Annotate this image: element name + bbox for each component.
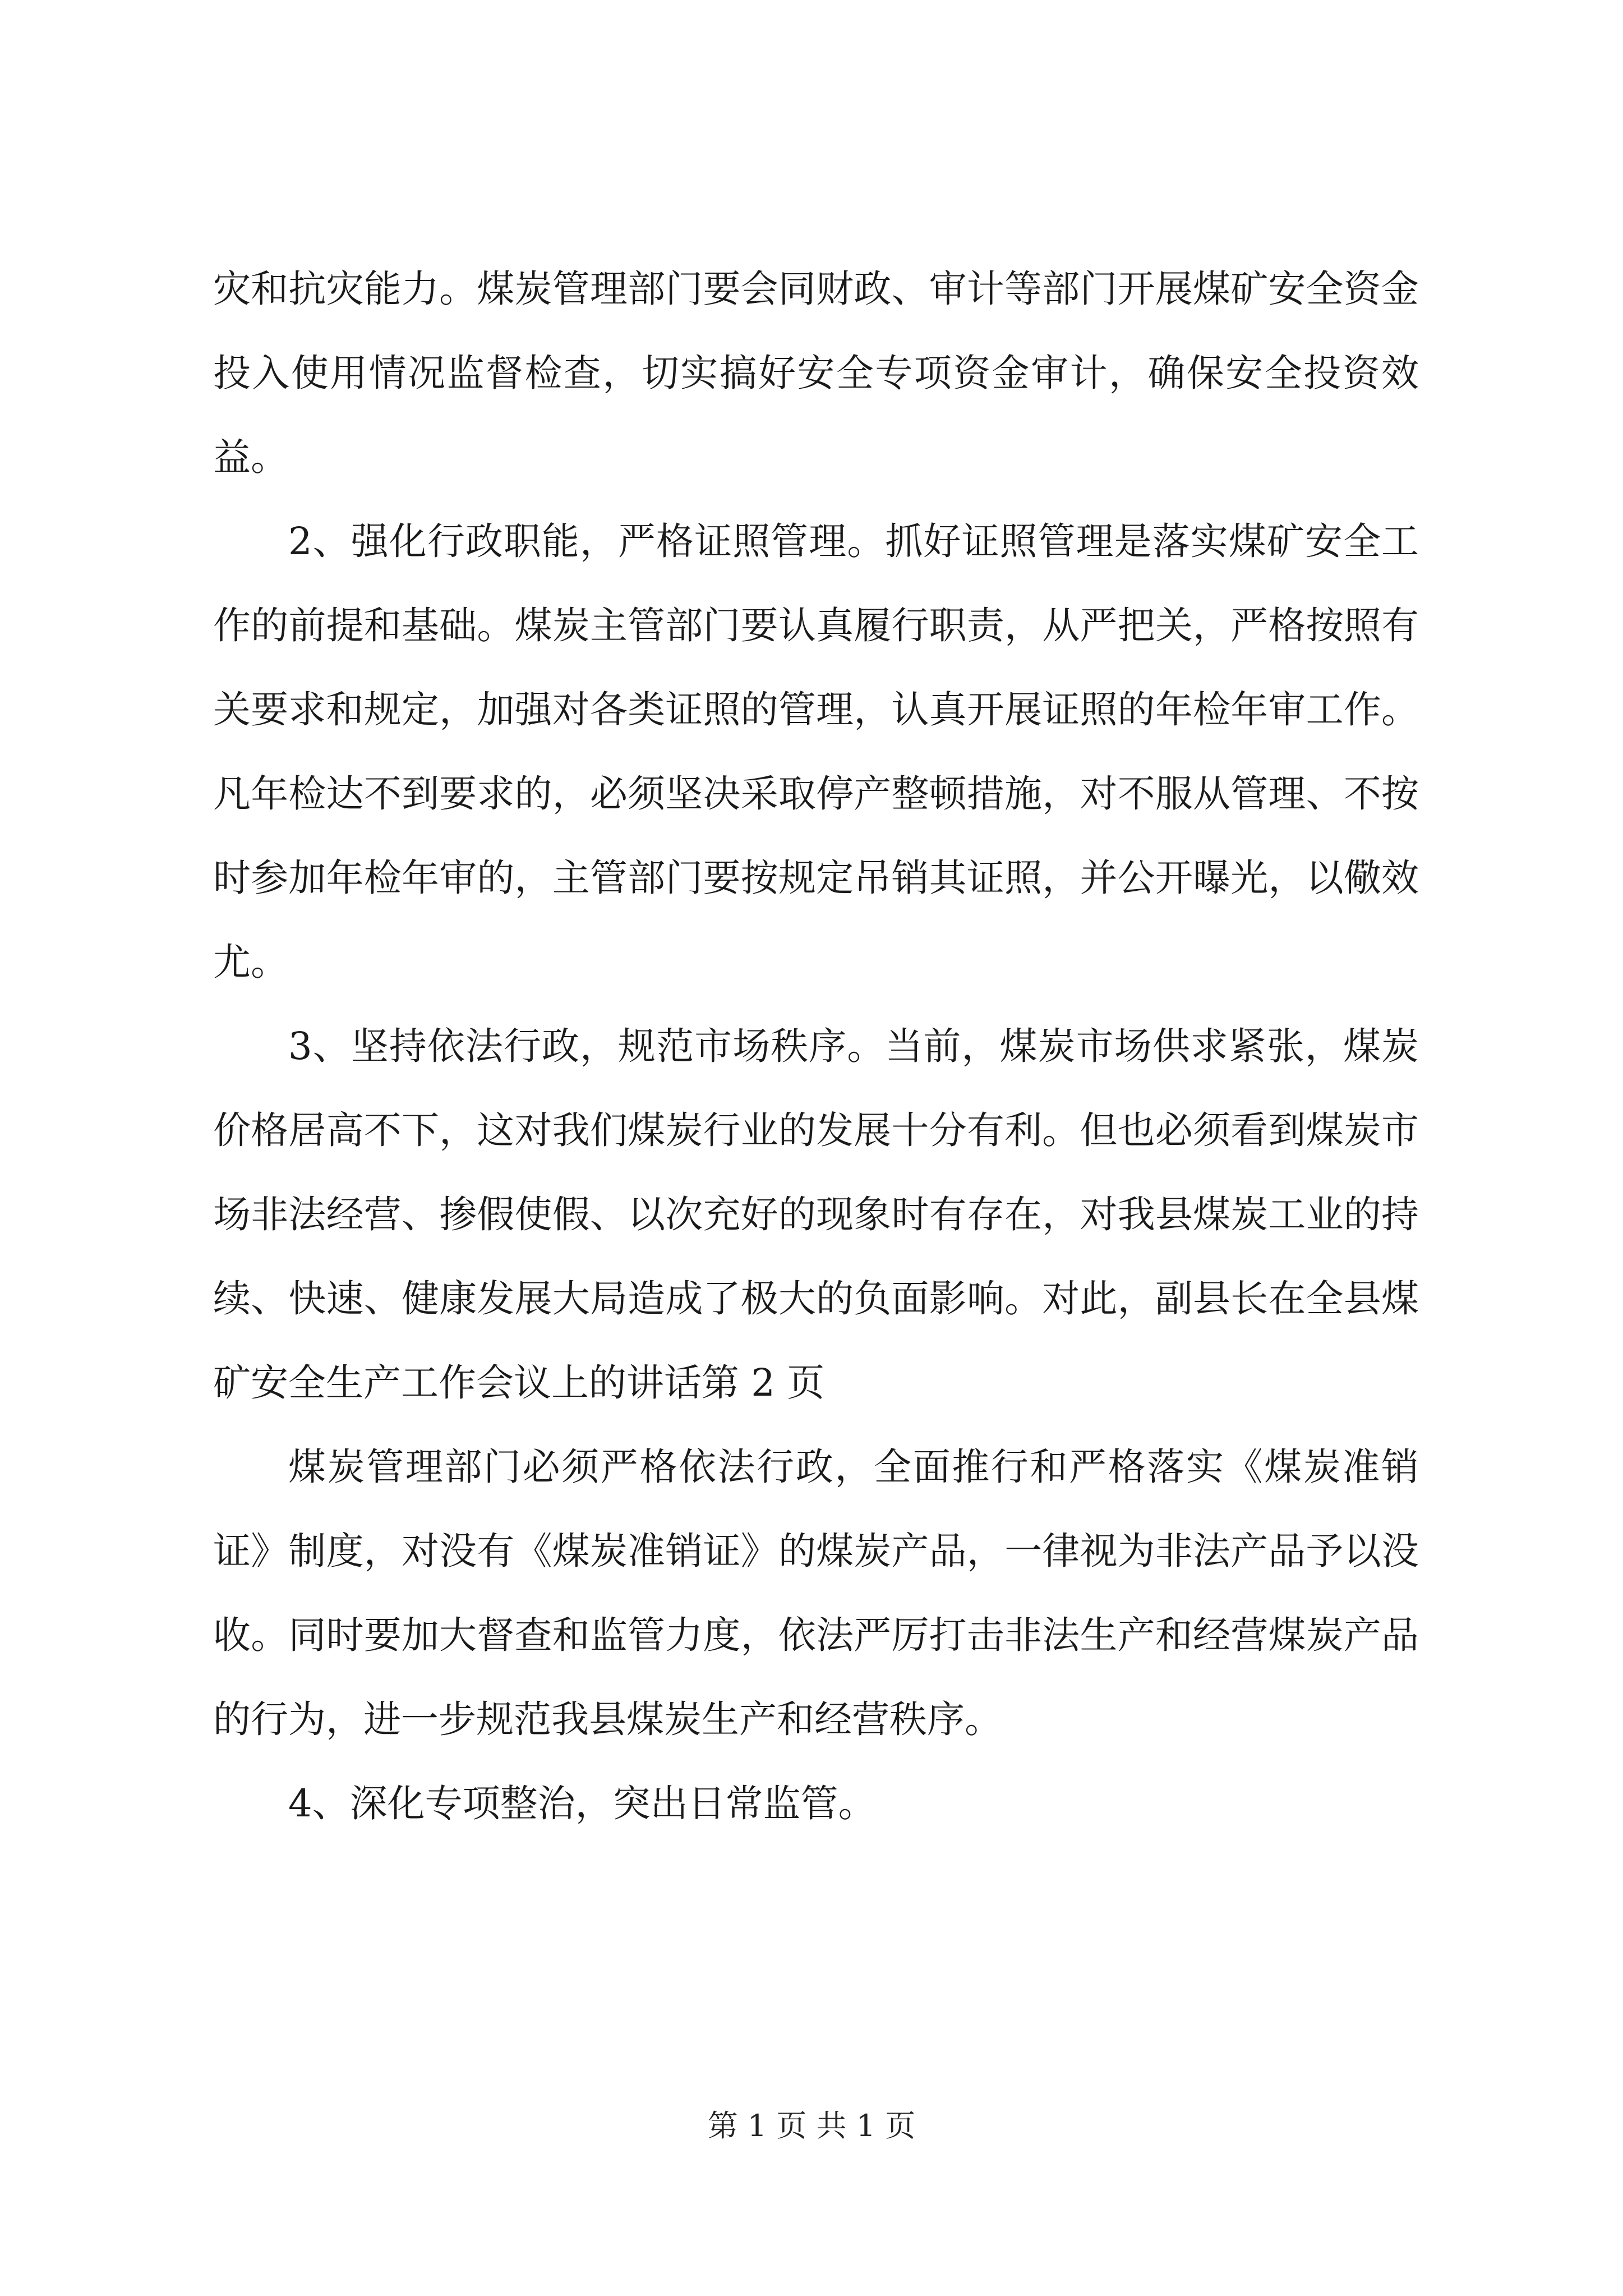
paragraph-section-4: 4、深化专项整治，突出日常监管。 [288, 1782, 876, 1825]
paragraph-section-3-continued: 煤炭管理部门必须严格依法行政，全面推行和严格落实《煤炭准销证》制度，对没有《煤炭准销证》的煤炭产品，一律视为非法产品予以没收。同时要加大督查和监管力度，依法严厉打击非法生产和经营煤炭产品的行为，进一步规范我县煤炭生产和经营秩序。 [213, 1445, 1419, 1741]
paragraph-continuation: 灾和抗灾能力。煤炭管理部门要会同财政、审计等部门开展煤矿安全资金投入使用情况监督检查，切实搞好安全专项资金审计，确保安全投资效益。 [213, 267, 1419, 479]
paragraph-section-3: 3、坚持依法行政，规范市场秩序。当前，煤炭市场供求紧张，煤炭价格居高不下，这对我们煤炭行业的发展十分有利。但也必须看到煤炭市场非法经营、掺假使假、以次充好的现象时有存在，对我县煤炭工业的持续、快速、健康发展大局造成了极大的负面影响。对此，副县长在全县煤矿安全生产工作会议上的讲话第 2 页 [213, 1024, 1419, 1405]
document-body [213, 247, 1419, 1846]
page-footer: 第 1 页 共 1 页 [707, 2108, 916, 2143]
paragraph-section-2: 2、强化行政职能，严格证照管理。抓好证照管理是落实煤矿安全工作的前提和基础。煤炭主管部门要认真履行职责，从严把关，严格按照有关要求和规定，加强对各类证照的管理，认真开展证照的年检年审工作。凡年检达不到要求的，必须坚决采取停产整顿措施，对不服从管理、不按时参加年检年审的，主管部门要按规定吊销其证照，并公开曝光，以儆效尤。 [213, 519, 1419, 984]
